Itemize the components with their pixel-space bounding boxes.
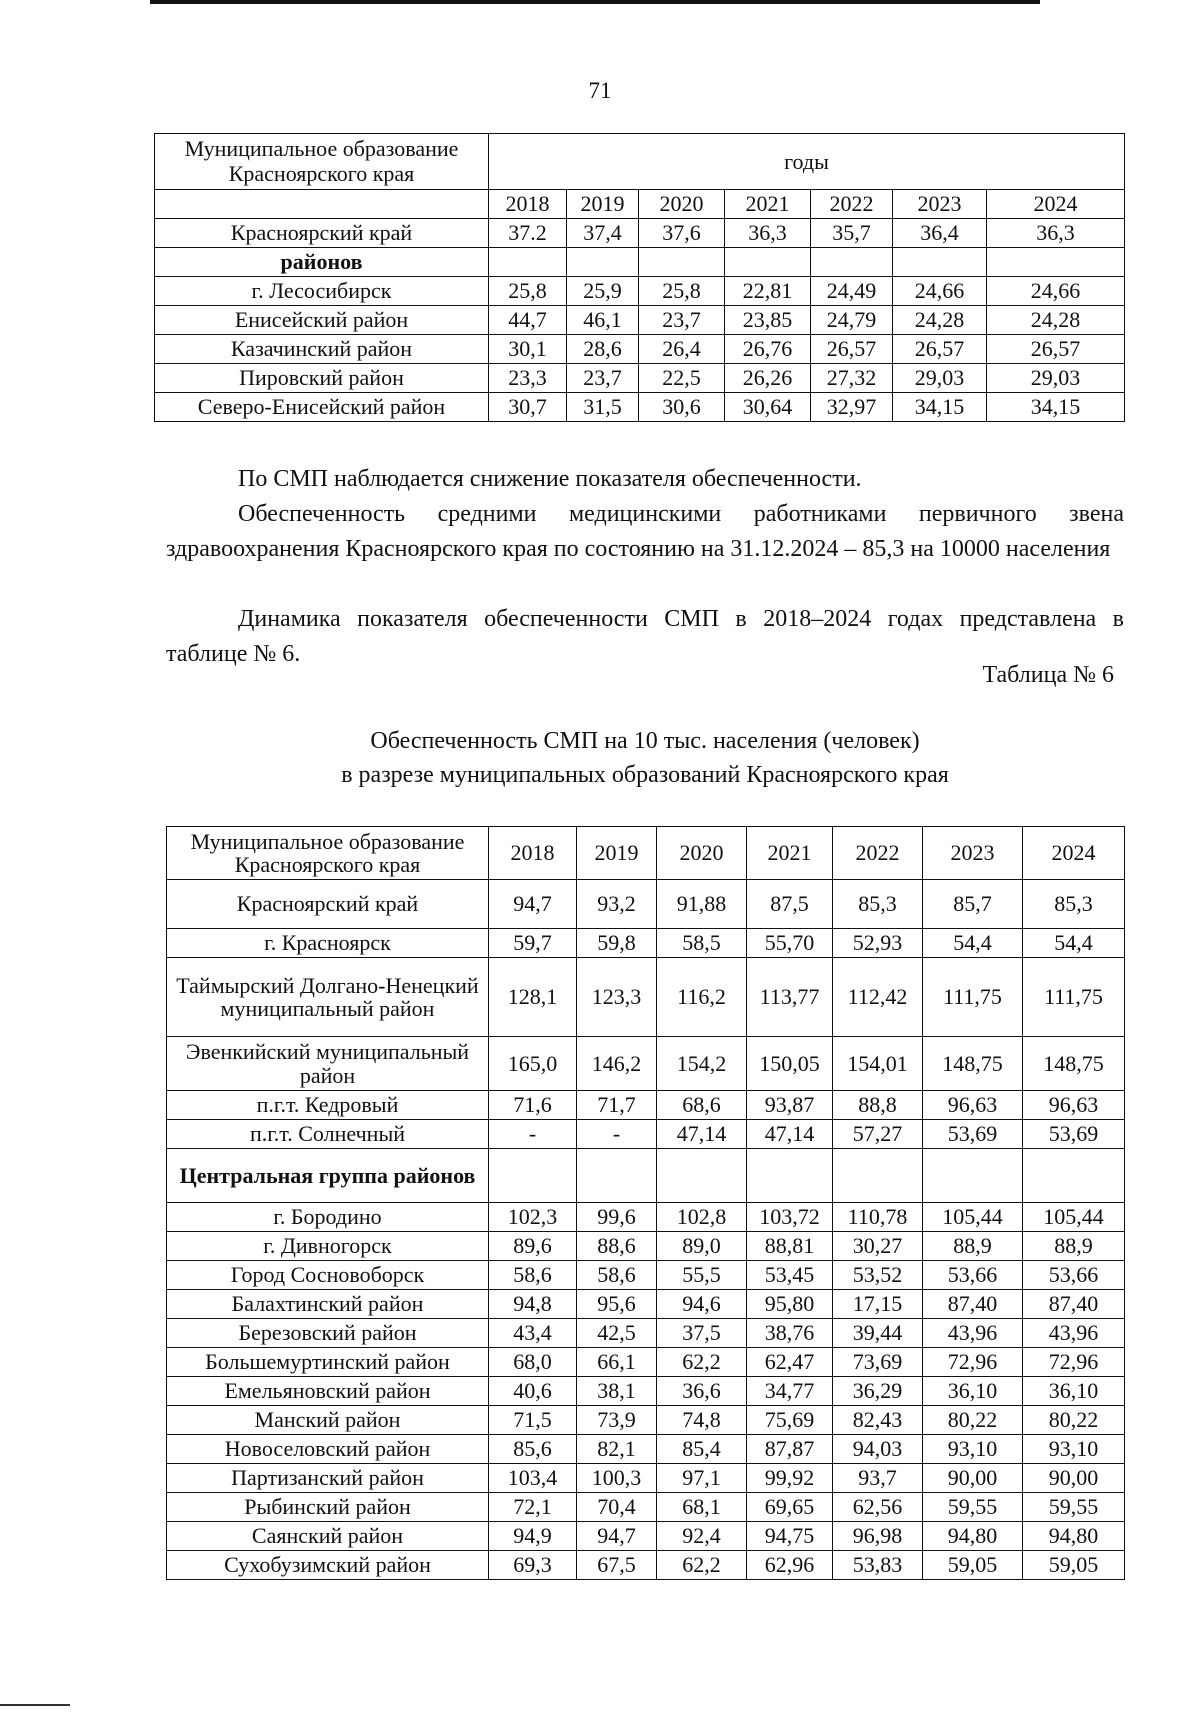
- value-cell: 88,9: [923, 1232, 1023, 1261]
- value-cell: 94,6: [657, 1290, 747, 1319]
- table-row: [167, 1149, 1125, 1203]
- table2-year-cell: 2023: [923, 827, 1023, 880]
- value-cell: 59,05: [1023, 1551, 1125, 1580]
- value-cell: 62,2: [657, 1348, 747, 1377]
- value-cell: 88,81: [747, 1232, 833, 1261]
- value-cell: 82,1: [577, 1435, 657, 1464]
- value-cell: 36,10: [1023, 1377, 1125, 1406]
- value-cell: 99,6: [577, 1203, 657, 1232]
- row-name-cell: Березовский район: [167, 1319, 489, 1348]
- page-number: 71: [588, 78, 612, 103]
- value-cell: 24,28: [893, 306, 987, 335]
- row-name-cell: Емельяновский район: [167, 1377, 489, 1406]
- value-cell: 59,8: [577, 929, 657, 958]
- table-row: [167, 1232, 1125, 1261]
- value-cell: 58,5: [657, 929, 747, 958]
- value-cell: 89,6: [489, 1232, 577, 1261]
- value-cell: 40,6: [489, 1377, 577, 1406]
- top-border-line: [150, 0, 1040, 4]
- value-cell: 75,69: [747, 1406, 833, 1435]
- value-cell: 71,7: [577, 1091, 657, 1120]
- value-cell: 47,14: [747, 1120, 833, 1149]
- value-cell: 94,80: [923, 1522, 1023, 1551]
- value-cell: 53,69: [1023, 1120, 1125, 1149]
- value-cell: [987, 248, 1125, 277]
- value-cell: 25,8: [639, 277, 725, 306]
- value-cell: 96,98: [833, 1522, 923, 1551]
- value-cell: 94,9: [489, 1522, 577, 1551]
- value-cell: 113,77: [747, 958, 833, 1037]
- value-cell: 112,42: [833, 958, 923, 1037]
- value-cell: 47,14: [657, 1120, 747, 1149]
- table-row: [167, 1091, 1125, 1120]
- table-row: [155, 335, 1125, 364]
- value-cell: 70,4: [577, 1493, 657, 1522]
- value-cell: 30,1: [489, 335, 567, 364]
- table2-year-cell: 2024: [1023, 827, 1125, 880]
- value-cell: 34,77: [747, 1377, 833, 1406]
- value-cell: 53,66: [1023, 1261, 1125, 1290]
- row-name-cell: Сухобузимский район: [167, 1551, 489, 1580]
- value-cell: 94,80: [1023, 1522, 1125, 1551]
- table1-year-cell: 2024: [987, 190, 1125, 219]
- value-cell: 165,0: [489, 1037, 577, 1091]
- table-row: [167, 1435, 1125, 1464]
- value-cell: 26,26: [725, 364, 811, 393]
- row-name-cell: Енисейский район: [155, 306, 489, 335]
- row-name-cell: Новоселовский район: [167, 1435, 489, 1464]
- value-cell: [893, 248, 987, 277]
- value-cell: 80,22: [1023, 1406, 1125, 1435]
- value-cell: 68,6: [657, 1091, 747, 1120]
- value-cell: 91,88: [657, 880, 747, 929]
- value-cell: 97,1: [657, 1464, 747, 1493]
- value-cell: 54,4: [1023, 929, 1125, 958]
- row-name-cell: Таймырский Долгано-Ненецкий муниципальный район: [167, 958, 489, 1037]
- table1-year-cell: 2021: [725, 190, 811, 219]
- row-name-cell: п.г.т. Кедровый: [167, 1091, 489, 1120]
- table-row: [167, 1377, 1125, 1406]
- value-cell: 37,6: [639, 219, 725, 248]
- value-cell: 59,05: [923, 1551, 1023, 1580]
- value-cell: 85,4: [657, 1435, 747, 1464]
- value-cell: 30,7: [489, 393, 567, 422]
- value-cell: 24,79: [811, 306, 893, 335]
- value-cell: 123,3: [577, 958, 657, 1037]
- value-cell: 36,3: [987, 219, 1125, 248]
- table-row: [155, 248, 1125, 277]
- table1-year-cell: 2023: [893, 190, 987, 219]
- value-cell: 69,65: [747, 1493, 833, 1522]
- value-cell: [725, 248, 811, 277]
- value-cell: 80,22: [923, 1406, 1023, 1435]
- value-cell: 23,3: [489, 364, 567, 393]
- value-cell: 26,57: [811, 335, 893, 364]
- paragraph-smp-provision: Обеспеченность средними медицинскими работниками первичного звена здравоохранения Красноярского края по состоянию на 31.12.2024 – 85,3 на 10000 населения: [166, 501, 1124, 562]
- value-cell: 53,66: [923, 1261, 1023, 1290]
- value-cell: 28,6: [567, 335, 639, 364]
- table1-year-cell: 2018: [489, 190, 567, 219]
- table1-header-row: [155, 134, 1125, 190]
- value-cell: 62,56: [833, 1493, 923, 1522]
- row-name-cell: Центральная группа районов: [167, 1149, 489, 1203]
- value-cell: 69,3: [489, 1551, 577, 1580]
- value-cell: 146,2: [577, 1037, 657, 1091]
- value-cell: 62,47: [747, 1348, 833, 1377]
- row-name-cell: Красноярский край: [155, 219, 489, 248]
- row-name-cell: п.г.т. Солнечный: [167, 1120, 489, 1149]
- value-cell: 116,2: [657, 958, 747, 1037]
- table2-year-cell: 2021: [747, 827, 833, 880]
- value-cell: 93,10: [1023, 1435, 1125, 1464]
- table-row: [167, 1319, 1125, 1348]
- value-cell: 27,32: [811, 364, 893, 393]
- value-cell: 62,2: [657, 1551, 747, 1580]
- value-cell: 58,6: [577, 1261, 657, 1290]
- row-name-cell: г. Дивногорск: [167, 1232, 489, 1261]
- value-cell: 105,44: [923, 1203, 1023, 1232]
- value-cell: 55,70: [747, 929, 833, 958]
- table1-header-years: годы: [489, 134, 1125, 190]
- table1-year-cell: 2019: [567, 190, 639, 219]
- table-row: [167, 1037, 1125, 1091]
- row-name-cell: Красноярский край: [167, 880, 489, 929]
- value-cell: 62,96: [747, 1551, 833, 1580]
- value-cell: 29,03: [893, 364, 987, 393]
- value-cell: 96,63: [923, 1091, 1023, 1120]
- table-row: [155, 277, 1125, 306]
- value-cell: 53,45: [747, 1261, 833, 1290]
- value-cell: 43,4: [489, 1319, 577, 1348]
- value-cell: 58,6: [489, 1261, 577, 1290]
- value-cell: 36,6: [657, 1377, 747, 1406]
- value-cell: 100,3: [577, 1464, 657, 1493]
- value-cell: -: [489, 1120, 577, 1149]
- table-row: [167, 1522, 1125, 1551]
- value-cell: 23,7: [639, 306, 725, 335]
- value-cell: [811, 248, 893, 277]
- value-cell: [657, 1149, 747, 1203]
- value-cell: 68,0: [489, 1348, 577, 1377]
- value-cell: 66,1: [577, 1348, 657, 1377]
- value-cell: 55,5: [657, 1261, 747, 1290]
- value-cell: 24,28: [987, 306, 1125, 335]
- row-name-cell: Партизанский район: [167, 1464, 489, 1493]
- row-name-cell: Рыбинский район: [167, 1493, 489, 1522]
- value-cell: 90,00: [1023, 1464, 1125, 1493]
- value-cell: 88,9: [1023, 1232, 1125, 1261]
- table-row: [167, 1120, 1125, 1149]
- value-cell: 37,5: [657, 1319, 747, 1348]
- value-cell: [567, 248, 639, 277]
- row-name-cell: Город Сосновоборск: [167, 1261, 489, 1290]
- value-cell: 148,75: [923, 1037, 1023, 1091]
- value-cell: 72,96: [923, 1348, 1023, 1377]
- value-cell: 93,10: [923, 1435, 1023, 1464]
- value-cell: 17,15: [833, 1290, 923, 1319]
- table2-year-cell: 2019: [577, 827, 657, 880]
- value-cell: 53,83: [833, 1551, 923, 1580]
- value-cell: 93,87: [747, 1091, 833, 1120]
- value-cell: 93,2: [577, 880, 657, 929]
- value-cell: 24,66: [893, 277, 987, 306]
- value-cell: 90,00: [923, 1464, 1023, 1493]
- value-cell: 25,8: [489, 277, 567, 306]
- value-cell: [747, 1149, 833, 1203]
- table2-year-cell: 2022: [833, 827, 923, 880]
- value-cell: 111,75: [1023, 958, 1125, 1037]
- table2-year-cell: 2018: [489, 827, 577, 880]
- value-cell: 103,4: [489, 1464, 577, 1493]
- value-cell: [1023, 1149, 1125, 1203]
- value-cell: 85,6: [489, 1435, 577, 1464]
- value-cell: 148,75: [1023, 1037, 1125, 1091]
- value-cell: 25,9: [567, 277, 639, 306]
- value-cell: 44,7: [489, 306, 567, 335]
- value-cell: 94,75: [747, 1522, 833, 1551]
- value-cell: [489, 248, 567, 277]
- value-cell: 72,96: [1023, 1348, 1125, 1377]
- row-name-cell: Большемуртинский район: [167, 1348, 489, 1377]
- value-cell: 73,9: [577, 1406, 657, 1435]
- table-row: [167, 1348, 1125, 1377]
- table-caption-line2: в разрезе муниципальных образований Красноярского края: [341, 762, 949, 788]
- value-cell: 59,55: [1023, 1493, 1125, 1522]
- value-cell: 23,7: [567, 364, 639, 393]
- table-row: [167, 880, 1125, 929]
- table-row: [167, 958, 1125, 1037]
- value-cell: [833, 1149, 923, 1203]
- value-cell: 36,29: [833, 1377, 923, 1406]
- row-name-cell: Казачинский район: [155, 335, 489, 364]
- value-cell: 38,1: [577, 1377, 657, 1406]
- value-cell: 53,69: [923, 1120, 1023, 1149]
- value-cell: 87,5: [747, 880, 833, 929]
- value-cell: 105,44: [1023, 1203, 1125, 1232]
- value-cell: 93,7: [833, 1464, 923, 1493]
- value-cell: 26,57: [987, 335, 1125, 364]
- value-cell: 22,81: [725, 277, 811, 306]
- table-row: [167, 1493, 1125, 1522]
- value-cell: 54,4: [923, 929, 1023, 958]
- table-row: [167, 1203, 1125, 1232]
- value-cell: 94,03: [833, 1435, 923, 1464]
- value-cell: 42,5: [577, 1319, 657, 1348]
- value-cell: 102,3: [489, 1203, 577, 1232]
- value-cell: 95,6: [577, 1290, 657, 1319]
- value-cell: 87,40: [1023, 1290, 1125, 1319]
- value-cell: 24,66: [987, 277, 1125, 306]
- value-cell: [639, 248, 725, 277]
- value-cell: 82,43: [833, 1406, 923, 1435]
- value-cell: 92,4: [657, 1522, 747, 1551]
- table-row: [167, 1406, 1125, 1435]
- row-name-cell: Пировский район: [155, 364, 489, 393]
- value-cell: 37.2: [489, 219, 567, 248]
- table1-year-cell: 2020: [639, 190, 725, 219]
- value-cell: 128,1: [489, 958, 577, 1037]
- value-cell: 87,40: [923, 1290, 1023, 1319]
- value-cell: 34,15: [987, 393, 1125, 422]
- value-cell: -: [577, 1120, 657, 1149]
- value-cell: [923, 1149, 1023, 1203]
- value-cell: 22,5: [639, 364, 725, 393]
- value-cell: 23,85: [725, 306, 811, 335]
- table2-header-muni: Муниципальное образование Красноярского края: [167, 827, 489, 880]
- value-cell: 102,8: [657, 1203, 747, 1232]
- value-cell: 89,0: [657, 1232, 747, 1261]
- bottom-scan-mark: [0, 1704, 70, 1706]
- value-cell: 150,05: [747, 1037, 833, 1091]
- table1-empty-cell: [155, 190, 489, 219]
- row-name-cell: г. Бородино: [167, 1203, 489, 1232]
- value-cell: 154,01: [833, 1037, 923, 1091]
- row-name-cell: Эвенкийский муниципальный район: [167, 1037, 489, 1091]
- table-provision-continued: [154, 133, 1125, 422]
- row-name-cell: Северо-Енисейский район: [155, 393, 489, 422]
- value-cell: 71,6: [489, 1091, 577, 1120]
- value-cell: 26,76: [725, 335, 811, 364]
- value-cell: 110,78: [833, 1203, 923, 1232]
- value-cell: 30,6: [639, 393, 725, 422]
- row-name-cell: г. Лесосибирск: [155, 277, 489, 306]
- value-cell: 88,8: [833, 1091, 923, 1120]
- value-cell: 111,75: [923, 958, 1023, 1037]
- value-cell: 85,7: [923, 880, 1023, 929]
- value-cell: 26,57: [893, 335, 987, 364]
- value-cell: 103,72: [747, 1203, 833, 1232]
- value-cell: 30,27: [833, 1232, 923, 1261]
- table-row: [167, 1290, 1125, 1319]
- value-cell: 94,7: [577, 1522, 657, 1551]
- value-cell: 57,27: [833, 1120, 923, 1149]
- table-row: [155, 306, 1125, 335]
- table2-year-cell: 2020: [657, 827, 747, 880]
- value-cell: 36,3: [725, 219, 811, 248]
- value-cell: 43,96: [1023, 1319, 1125, 1348]
- value-cell: 39,44: [833, 1319, 923, 1348]
- value-cell: 37,4: [567, 219, 639, 248]
- value-cell: 30,64: [725, 393, 811, 422]
- table-row: [167, 1551, 1125, 1580]
- value-cell: 67,5: [577, 1551, 657, 1580]
- value-cell: 88,6: [577, 1232, 657, 1261]
- value-cell: 74,8: [657, 1406, 747, 1435]
- row-name-cell: Манский район: [167, 1406, 489, 1435]
- value-cell: 43,96: [923, 1319, 1023, 1348]
- row-name-cell: Балахтинский район: [167, 1290, 489, 1319]
- table-row: [155, 219, 1125, 248]
- value-cell: 46,1: [567, 306, 639, 335]
- value-cell: 24,49: [811, 277, 893, 306]
- value-cell: 36,4: [893, 219, 987, 248]
- table-row: [155, 393, 1125, 422]
- value-cell: 36,10: [923, 1377, 1023, 1406]
- table1-header-muni: Муниципальное образование Красноярского края: [155, 134, 489, 190]
- value-cell: 35,7: [811, 219, 893, 248]
- value-cell: 29,03: [987, 364, 1125, 393]
- value-cell: 68,1: [657, 1493, 747, 1522]
- paragraph-smp-decline: По СМП наблюдается снижение показателя обеспеченности.: [238, 466, 862, 492]
- value-cell: 34,15: [893, 393, 987, 422]
- table-row: [167, 1464, 1125, 1493]
- value-cell: 99,92: [747, 1464, 833, 1493]
- value-cell: 52,93: [833, 929, 923, 958]
- value-cell: 154,2: [657, 1037, 747, 1091]
- value-cell: [577, 1149, 657, 1203]
- table-label: Таблица № 6: [982, 662, 1114, 688]
- value-cell: 32,97: [811, 393, 893, 422]
- value-cell: 72,1: [489, 1493, 577, 1522]
- table-caption-line1: Обеспеченность СМП на 10 тыс. населения (человек): [370, 728, 920, 754]
- table-row: [155, 364, 1125, 393]
- row-name-cell: г. Красноярск: [167, 929, 489, 958]
- row-name-cell: Саянский район: [167, 1522, 489, 1551]
- table-6-smp-provision: [166, 826, 1125, 1580]
- value-cell: 94,8: [489, 1290, 577, 1319]
- table-row: [167, 1261, 1125, 1290]
- value-cell: [489, 1149, 577, 1203]
- value-cell: 71,5: [489, 1406, 577, 1435]
- table2-header-row: [167, 827, 1125, 880]
- paragraph-dynamics: Динамика показателя обеспеченности СМП в 2018–2024 годах представлена в таблице № 6.: [166, 606, 1124, 667]
- value-cell: 59,7: [489, 929, 577, 958]
- value-cell: 59,55: [923, 1493, 1023, 1522]
- value-cell: 85,3: [833, 880, 923, 929]
- value-cell: 85,3: [1023, 880, 1125, 929]
- value-cell: 94,7: [489, 880, 577, 929]
- value-cell: 87,87: [747, 1435, 833, 1464]
- value-cell: 26,4: [639, 335, 725, 364]
- value-cell: 95,80: [747, 1290, 833, 1319]
- table-row: [167, 929, 1125, 958]
- value-cell: 73,69: [833, 1348, 923, 1377]
- value-cell: 38,76: [747, 1319, 833, 1348]
- value-cell: 53,52: [833, 1261, 923, 1290]
- row-name-cell: районов: [155, 248, 489, 277]
- table1-year-cell: 2022: [811, 190, 893, 219]
- value-cell: 96,63: [1023, 1091, 1125, 1120]
- table1-years-row: [155, 190, 1125, 219]
- value-cell: 31,5: [567, 393, 639, 422]
